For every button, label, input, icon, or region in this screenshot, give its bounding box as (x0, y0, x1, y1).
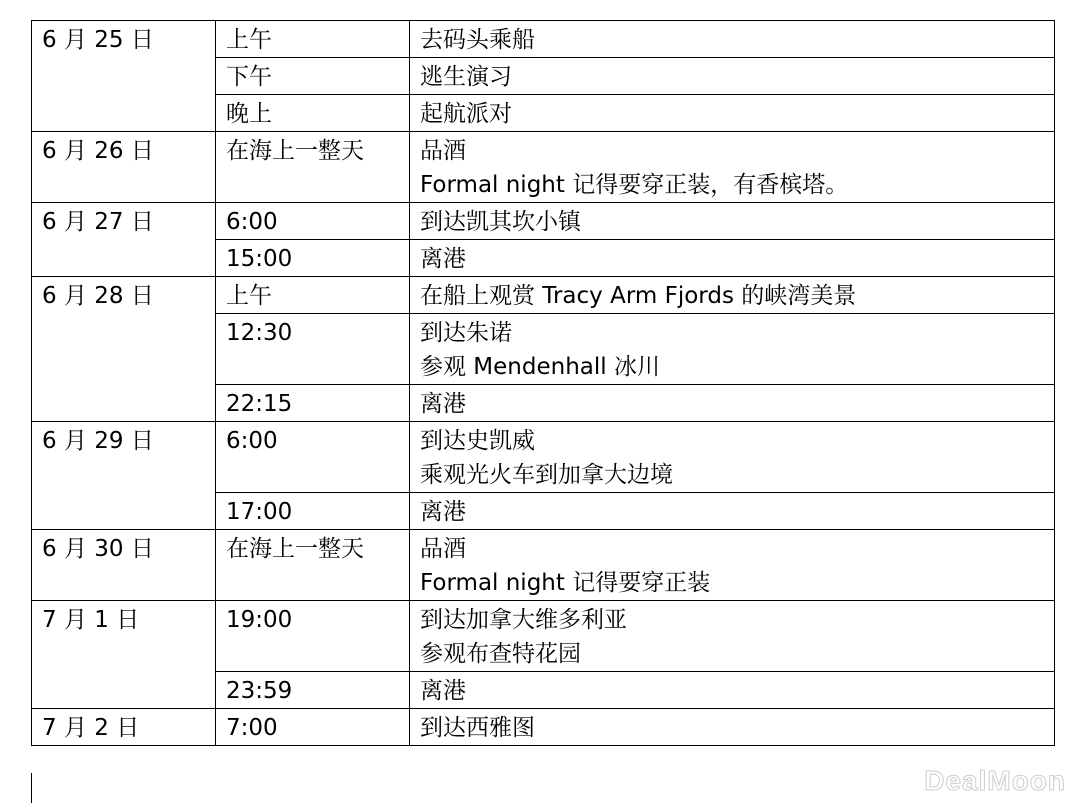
activity-cell (410, 132, 1055, 203)
activity-line: Formal night 记得要穿正装，有香槟塔。 (420, 172, 849, 198)
activity-cell (410, 493, 1055, 530)
activity-cell (410, 422, 1055, 493)
time-cell: 15:00 (216, 240, 410, 277)
table-row (32, 530, 1055, 601)
activity-line: 品酒 (420, 138, 466, 164)
activity-line: 参观布查特花园 (420, 641, 581, 667)
time-cell: 6:00 (216, 422, 410, 493)
activity-cell (410, 385, 1055, 422)
activity-cell (410, 21, 1055, 58)
time-cell: 晚上 (216, 95, 410, 132)
time-cell: 19:00 (216, 601, 410, 672)
activity-cell (410, 58, 1055, 95)
activity-line: 乘观光火车到加拿大边境 (420, 462, 673, 488)
time-cell: 12:30 (216, 314, 410, 385)
time-cell: 在海上一整天 (216, 530, 410, 601)
activity-cell (410, 95, 1055, 132)
activity-line: 到达史凯威 (420, 428, 535, 454)
time-cell: 上午 (216, 277, 410, 314)
table-row (32, 21, 1055, 58)
date-cell: 6 月 26 日 (32, 132, 216, 203)
activity-line: 起航派对 (420, 101, 512, 127)
activity-cell (410, 314, 1055, 385)
table-row (32, 709, 1055, 746)
activity-cell (410, 240, 1055, 277)
activity-cell (410, 709, 1055, 746)
activity-line: 逃生演习 (420, 64, 512, 90)
activity-line: 离港 (420, 391, 466, 417)
activity-line: 离港 (420, 499, 466, 525)
time-cell: 22:15 (216, 385, 410, 422)
time-cell: 17:00 (216, 493, 410, 530)
activity-line: 到达凯其坎小镇 (420, 209, 581, 235)
time-cell: 6:00 (216, 203, 410, 240)
date-cell: 7 月 2 日 (32, 709, 216, 746)
activity-line: 到达西雅图 (420, 715, 535, 741)
date-cell: 7 月 1 日 (32, 601, 216, 709)
activity-line: 离港 (420, 678, 466, 704)
time-cell: 下午 (216, 58, 410, 95)
activity-line: 参观 Mendenhall 冰川 (420, 354, 660, 380)
date-cell: 6 月 25 日 (32, 21, 216, 132)
time-cell: 在海上一整天 (216, 132, 410, 203)
activity-cell (410, 672, 1055, 709)
itinerary-table (31, 20, 1055, 746)
time-cell: 上午 (216, 21, 410, 58)
time-cell: 7:00 (216, 709, 410, 746)
activity-cell (410, 277, 1055, 314)
watermark-logo: DealMoon (924, 765, 1066, 796)
table-row (32, 601, 1055, 672)
table-row (32, 203, 1055, 240)
activity-line: 到达朱诺 (420, 320, 512, 346)
date-cell: 6 月 29 日 (32, 422, 216, 530)
activity-line: 在船上观赏 Tracy Arm Fjords 的峡湾美景 (420, 283, 857, 309)
page-margin-line (31, 773, 32, 803)
time-cell: 23:59 (216, 672, 410, 709)
date-cell: 6 月 27 日 (32, 203, 216, 277)
activity-line: 离港 (420, 246, 466, 272)
table-row (32, 277, 1055, 314)
activity-cell (410, 203, 1055, 240)
activity-line: Formal night 记得要穿正装 (420, 570, 711, 596)
table-row (32, 132, 1055, 203)
itinerary-body (32, 21, 1055, 746)
date-cell: 6 月 28 日 (32, 277, 216, 422)
activity-line: 品酒 (420, 536, 466, 562)
table-row (32, 422, 1055, 493)
activity-line: 去码头乘船 (420, 27, 535, 53)
activity-line: 到达加拿大维多利亚 (420, 607, 627, 633)
activity-cell (410, 530, 1055, 601)
activity-cell (410, 601, 1055, 672)
date-cell: 6 月 30 日 (32, 530, 216, 601)
